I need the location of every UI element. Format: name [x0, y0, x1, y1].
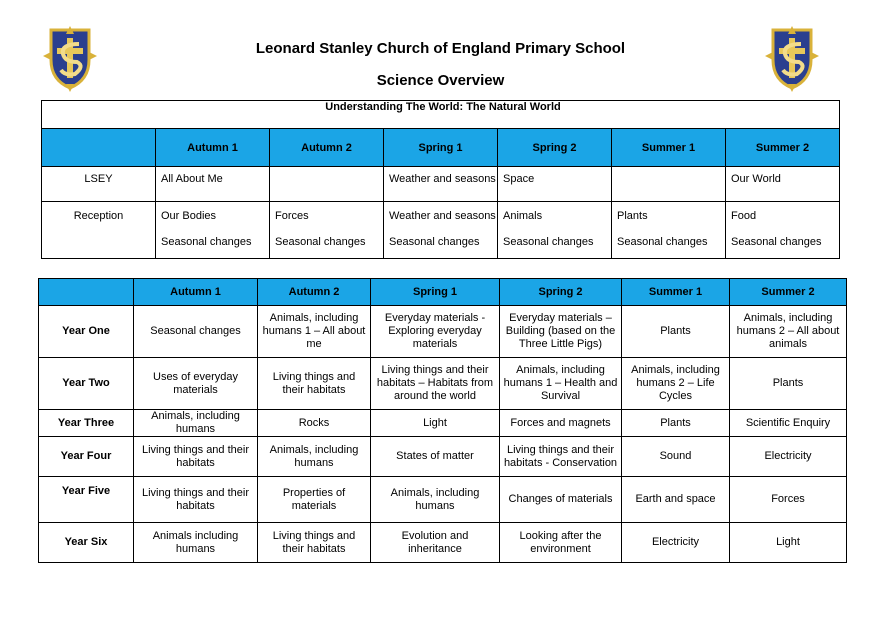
table-cell: Electricity: [730, 437, 847, 477]
table-cell: [612, 167, 726, 202]
column-header: Summer 2: [726, 129, 840, 167]
column-header: Summer 2: [730, 279, 847, 306]
table-cell: Plants: [730, 358, 847, 410]
table-cell: Electricity: [622, 523, 730, 563]
column-header: Autumn 1: [134, 279, 258, 306]
early-years-table: [41, 100, 840, 259]
table-cell: Living things and their habitats - Conservation: [500, 437, 622, 477]
table-cell: [156, 202, 270, 259]
table-cell: Changes of materials: [500, 477, 622, 523]
table-cell: Sound: [622, 437, 730, 477]
table-row: [39, 523, 847, 563]
table-cell: [270, 202, 384, 259]
column-header: Autumn 2: [258, 279, 371, 306]
table-cell: Properties of materials: [258, 477, 371, 523]
table-cell: Everyday materials – Building (based on the Three Little Pigs): [500, 306, 622, 358]
column-header: [42, 129, 156, 167]
year-groups-table: [38, 278, 847, 563]
column-header: Spring 1: [384, 129, 498, 167]
table-cell: Plants: [622, 410, 730, 437]
table-cell: [498, 202, 612, 259]
cell-text: Weather and seasons: [389, 173, 496, 185]
cell-text: Seasonal changes: [275, 236, 366, 248]
column-header: Summer 1: [622, 279, 730, 306]
table-cell: Evolution and inheritance: [371, 523, 500, 563]
row-label: Year One: [39, 306, 134, 358]
table-cell: [270, 167, 384, 202]
cell-text: Animals: [503, 210, 543, 222]
column-header: Autumn 2: [270, 129, 384, 167]
table-cell: Forces: [730, 477, 847, 523]
cell-text: Our World: [731, 173, 781, 185]
row-label: Year Six: [39, 523, 134, 563]
row-label: LSEY: [42, 167, 156, 202]
table-cell: Animals, including humans 1 – All about me: [258, 306, 371, 358]
table-cell: Looking after the environment: [500, 523, 622, 563]
table-cell: Animals, including humans: [371, 477, 500, 523]
cell-text: Our Bodies: [161, 210, 217, 222]
page-subtitle: Science Overview: [376, 72, 505, 89]
table-cell: Animals, including humans 2 – All about animals: [730, 306, 847, 358]
table-cell: Living things and their habitats: [134, 437, 258, 477]
table-cell: [726, 167, 840, 202]
table-row: [42, 202, 840, 259]
column-header: Autumn 1: [156, 129, 270, 167]
table-row: [39, 358, 847, 410]
cell-text: Seasonal changes: [389, 236, 480, 248]
school-name: Leonard Stanley Church of England Primary School: [255, 40, 626, 57]
table-cell: Seasonal changes: [134, 306, 258, 358]
cell-text: Space: [503, 173, 535, 185]
table-cell: [498, 167, 612, 202]
column-header: Spring 1: [371, 279, 500, 306]
table-cell: Uses of everyday materials: [134, 358, 258, 410]
cell-text: Seasonal changes: [617, 236, 708, 248]
table-row: [39, 477, 847, 523]
table-cell: Everyday materials - Exploring everyday materials: [371, 306, 500, 358]
row-label: Reception: [42, 202, 156, 259]
table-cell: Plants: [622, 306, 730, 358]
table-cell: [384, 202, 498, 259]
column-header: Spring 2: [500, 279, 622, 306]
cell-text: Seasonal changes: [731, 236, 822, 248]
table-cell: Animals, including humans: [134, 410, 258, 437]
column-header: [39, 279, 134, 306]
cell-text: Forces: [275, 210, 309, 222]
table-cell: Animals, including humans 2 – Life Cycles: [622, 358, 730, 410]
cell-text: Plants: [617, 210, 648, 222]
table-row: [39, 306, 847, 358]
table-caption: Understanding The World: The Natural World: [42, 101, 840, 129]
column-header: Spring 2: [498, 129, 612, 167]
table-cell: [156, 167, 270, 202]
table-cell: [726, 202, 840, 259]
table-row: [39, 437, 847, 477]
table-cell: Forces and magnets: [500, 410, 622, 437]
row-label: Year Five: [39, 477, 134, 523]
row-label: Year Two: [39, 358, 134, 410]
table-cell: [384, 167, 498, 202]
table-cell: [612, 202, 726, 259]
cell-text: Food: [731, 210, 757, 222]
row-label: Year Four: [39, 437, 134, 477]
cell-text: Weather and seasons: [389, 210, 496, 222]
table-cell: Light: [730, 523, 847, 563]
cell-text: Seasonal changes: [161, 236, 252, 248]
row-label: Year Three: [39, 410, 134, 437]
table-cell: Living things and their habitats: [258, 523, 371, 563]
table-cell: Animals including humans: [134, 523, 258, 563]
table-cell: Light: [371, 410, 500, 437]
cell-text: Seasonal changes: [503, 236, 594, 248]
table-row: [42, 167, 840, 202]
table-row: [39, 410, 847, 437]
table-cell: Living things and their habitats – Habitats from around the world: [371, 358, 500, 410]
table-cell: States of matter: [371, 437, 500, 477]
table-cell: Living things and their habitats: [258, 358, 371, 410]
table-cell: Rocks: [258, 410, 371, 437]
table-cell: Living things and their habitats: [134, 477, 258, 523]
table-cell: Animals, including humans 1 – Health and Survival: [500, 358, 622, 410]
table-cell: Animals, including humans: [258, 437, 371, 477]
cell-text: All About Me: [161, 173, 223, 185]
table-cell: Scientific Enquiry: [730, 410, 847, 437]
column-header: Summer 1: [612, 129, 726, 167]
table-cell: Earth and space: [622, 477, 730, 523]
